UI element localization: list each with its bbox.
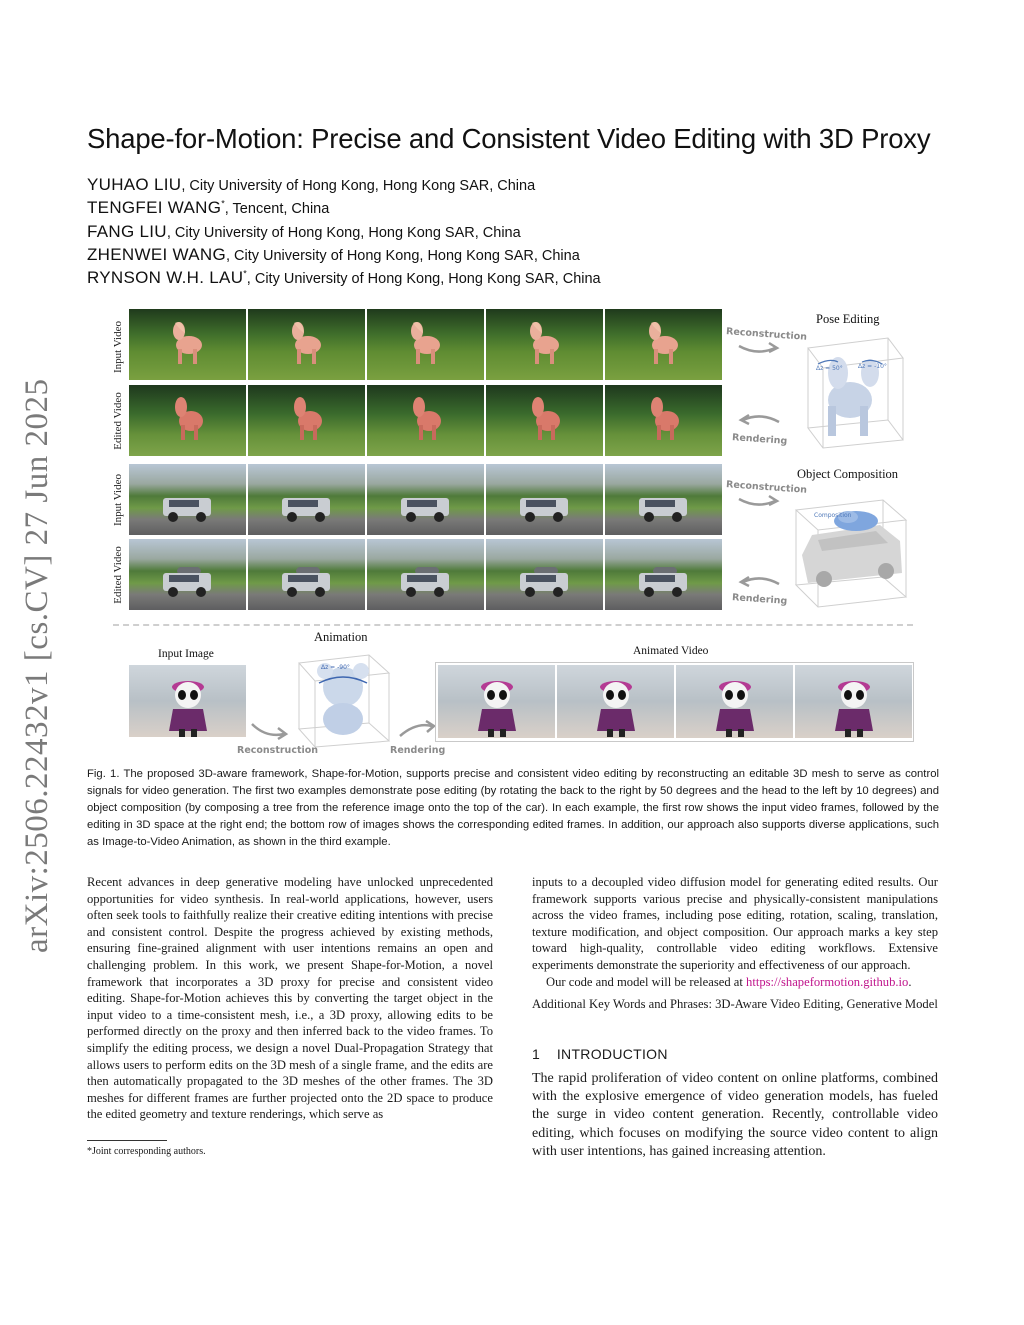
animated-video-strip — [435, 662, 914, 742]
author-affiliation: , Tencent, China — [224, 201, 330, 217]
project-link[interactable]: https://shapeformotion.github.io — [746, 974, 909, 989]
reconstruction-arrow-icon — [250, 720, 290, 742]
input-image-label: Input Image — [158, 648, 214, 660]
paper-title: Shape-for-Motion: Precise and Consistent Video Editing with 3D Proxy — [87, 123, 931, 154]
angle-annotation: Δz = 50° — [816, 365, 843, 372]
row-label-input-video: Input Video — [112, 321, 124, 373]
abstract-paragraph: inputs to a decoupled video diffusion model for generating edited results. Our framework supports various precise and physically-consistent manipulations across the video frames, including pose editing, rotation, scaling, translation, texture modification, and object composition. Our approach marks a key step toward high-quality, controllable video editing workflows. Extensive experiments demonstrate the superiority and effectiveness of our approach. — [532, 875, 938, 972]
car-figure — [635, 492, 693, 522]
horse-figure — [526, 319, 564, 367]
reconstruction-label: Reconstruction — [237, 745, 319, 756]
author-name: YUHAO LIU — [87, 175, 182, 194]
angle-annotation: Δz = -10° — [858, 363, 887, 370]
video-frame — [486, 464, 604, 535]
arxiv-side-stamp: arXiv:2506.22432v1 [cs.CV] 27 Jun 2025 — [19, 378, 55, 953]
car-figure — [159, 492, 217, 522]
panda-figure — [708, 673, 762, 737]
car-figure — [278, 492, 336, 522]
row-label-edited-video: Edited Video — [112, 546, 124, 604]
car-figure — [278, 567, 336, 597]
footnote: *Joint corresponding authors. — [87, 1146, 206, 1157]
rendering-arrow-icon — [735, 572, 783, 592]
animation-label: Animation — [314, 630, 368, 644]
author-name: RYNSON W.H. LAU — [87, 268, 244, 287]
composition-3d-proxy-box — [788, 485, 913, 610]
input-image — [129, 665, 247, 737]
rendering-arrow-icon — [735, 410, 783, 430]
car-figure — [159, 567, 217, 597]
abstract-right-column — [532, 874, 938, 1013]
author-name: FANG LIU — [87, 222, 167, 241]
video-frame — [367, 464, 485, 535]
object-composition-label: Object Composition — [797, 467, 899, 481]
horse-figure — [407, 319, 445, 367]
author-affiliation: , City University of Hong Kong, Hong Kong SAR, China — [166, 225, 521, 241]
video-frame — [486, 539, 604, 610]
author-sup: * — [221, 198, 225, 209]
panda-figure — [161, 673, 215, 737]
horse-figure — [407, 395, 445, 443]
author-line-2 — [87, 198, 329, 218]
video-frame — [129, 385, 247, 456]
video-frame — [248, 309, 366, 380]
car-figure — [635, 567, 693, 597]
video-frame — [605, 539, 723, 610]
code-release-end: . — [908, 974, 912, 989]
section-heading — [532, 1046, 668, 1062]
horse-figure — [169, 395, 207, 443]
horse-figure — [288, 395, 326, 443]
animation-3d-proxy-box — [285, 643, 395, 748]
author-affiliation: , City University of Hong Kong, Hong Kong SAR, China — [181, 178, 536, 194]
author-sup: * — [243, 268, 247, 279]
panda-figure — [470, 673, 524, 737]
row-label-input-video: Input Video — [112, 474, 124, 526]
horse-figure — [645, 395, 683, 443]
video-frame — [605, 385, 723, 456]
video-frame — [367, 539, 485, 610]
panda-figure — [827, 673, 881, 737]
pose-editing-label: Pose Editing — [816, 312, 880, 326]
video-frame — [605, 309, 723, 380]
horse-figure — [526, 395, 564, 443]
car-figure — [397, 492, 455, 522]
introduction-paragraph: The rapid proliferation of video content on online platforms, combined with the explosive emergence of video generation models, has fueled the surge in video content generation. Recently, controllable video editing, which focuses on modifying the source video content to align with user intentions, has gained increasing attention. — [532, 1071, 938, 1159]
author-name: TENGFEI WANG — [87, 198, 222, 217]
author-line-5 — [87, 268, 601, 288]
author-line-3 — [87, 222, 521, 242]
footnote-rule — [87, 1140, 167, 1141]
video-frame — [367, 385, 485, 456]
author-affiliation: , City University of Hong Kong, Hong Kong SAR, China — [246, 271, 601, 287]
video-frame — [248, 464, 366, 535]
car-figure — [516, 567, 574, 597]
row-label-edited-video: Edited Video — [112, 392, 124, 450]
author-line-4 — [87, 245, 580, 265]
reconstruction-label: Reconstruction — [725, 479, 808, 496]
rendering-label: Rendering — [390, 745, 446, 756]
horse-figure — [288, 319, 326, 367]
author-name: ZHENWEI WANG — [87, 245, 226, 264]
video-frame — [129, 539, 247, 610]
reconstruction-label: Reconstruction — [725, 326, 808, 343]
video-frame — [605, 464, 723, 535]
section-number: 1 — [532, 1046, 541, 1062]
author-affiliation: , City University of Hong Kong, Hong Kong SAR, China — [225, 248, 580, 264]
figure-caption: Fig. 1. The proposed 3D-aware framework, Shape-for-Motion, supports precise and consistent video editing by reconstructing an editable 3D mesh to serve as control signals for video generation. The first two examples demonstrate pose editing (by rotating the back to the right by 50 degrees and the head to the left by 10 degrees) and object composition (by composing a tree from the reference image onto the top of the car). In each example, the first row shows the input video frames, followed by the editing in 3D space at the right end; the bottom row of images shows the corresponding edited frames. In addition, our approach also supports diverse applications, such as Image-to-Video Animation, as shown in the third example. — [87, 768, 939, 848]
video-frame — [676, 665, 794, 738]
panda-figure — [589, 673, 643, 737]
video-frame — [248, 385, 366, 456]
abstract-paragraph: Recent advances in deep generative modeling have unlocked unprecedented opportunities for video synthesis. In real-world applications, however, users often seek tools to faithfully realize their creative editing intentions with precise and consistent control. Despite the progress achieved by existing methods, ensuring fine-grained alignment with user intentions remains an open and challenging problem. In this work, we present Shape-for-Motion, a novel framework that incorporates a 3D proxy for precise and consistent video editing. Shape-for-Motion achieves this by converting the target object in the input video to a time-consistent mesh, i.e., a 3D proxy, allowing edits to be performed directly on the proxy and then inferred back to the video frames. To simplify the editing process, we design a novel Dual-Propagation Strategy that allows users to perform edits on the 3D mesh of a single frame, and the edits are then automatically propagated to the 3D meshes of the other frames. The 3D meshes for different frames are further projected onto the 2D space to produce the edited geometry and texture renderings, which serve as — [87, 875, 493, 1122]
car-figure — [516, 492, 574, 522]
reconstruction-arrow-icon — [735, 491, 783, 511]
author-line-1 — [87, 175, 535, 195]
horse-figure — [645, 319, 683, 367]
abstract-left-column — [87, 874, 493, 1123]
code-release-line — [532, 974, 938, 991]
animated-video-label: Animated Video — [633, 645, 709, 657]
keywords: Additional Key Words and Phrases: 3D-Aware Video Editing, Generative Model — [532, 997, 938, 1012]
video-frame — [248, 539, 366, 610]
car-figure — [397, 567, 455, 597]
rendering-label: Rendering — [731, 432, 788, 447]
rendering-arrow-icon — [398, 720, 438, 742]
pose-3d-proxy-box — [788, 328, 913, 453]
figure-divider — [113, 624, 913, 626]
video-frame — [486, 309, 604, 380]
section-title: INTRODUCTION — [556, 1046, 668, 1062]
rendering-label: Rendering — [731, 592, 788, 607]
horse-figure — [169, 319, 207, 367]
video-frame — [367, 309, 485, 380]
reconstruction-arrow-icon — [735, 338, 783, 358]
video-frame — [129, 464, 247, 535]
code-release-text: Our code and model will be released at — [546, 974, 747, 989]
video-frame — [486, 385, 604, 456]
video-frame — [557, 665, 675, 738]
video-frame — [438, 665, 556, 738]
video-frame — [795, 665, 913, 738]
video-frame — [129, 309, 247, 380]
composition-annotation: Composition — [814, 512, 852, 519]
angle-annotation: Δz = -90° — [321, 664, 350, 671]
